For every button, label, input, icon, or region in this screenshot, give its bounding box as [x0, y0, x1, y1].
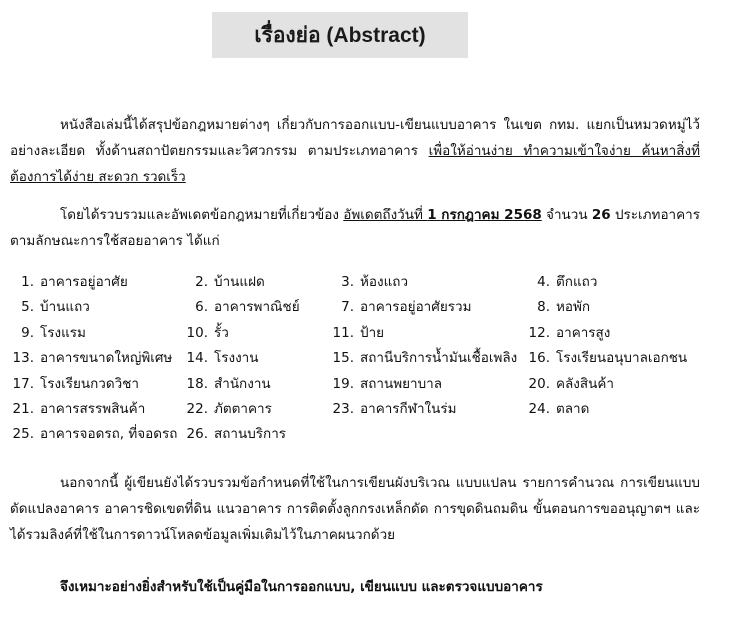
list-item	[186, 346, 259, 371]
summary-suffix: ประเภทอาคาร ตามลักษณะการใช้สอยอาคาร ได้แก่	[10, 207, 700, 249]
list-item-label: บ้านแถว	[40, 299, 90, 316]
list-item-number: 11.	[332, 324, 354, 341]
list-item	[332, 372, 442, 397]
list-item-label: สถานพยาบาล	[360, 375, 443, 392]
intro-text: หนังสือเล่มนี้ได้สรุปข้อกฎหมายต่างๆ เกี่ยวกับการออกแบบ-เขียนแบบอาคาร ในเขต กทม. แยกเป็นหมวดหมู่ไว้อย่างละเอียด ทั้งด้านสถาปัตยกรรมและวิศวกรรม ตามประเภทอาคาร	[10, 117, 700, 159]
list-item-label: อาคารกีฬาในร่ม	[360, 401, 457, 417]
list-item-number: 14.	[186, 350, 208, 367]
list-item-number: 5.	[21, 299, 34, 316]
list-item	[186, 270, 265, 295]
list-item	[528, 346, 687, 371]
list-item-number: 6.	[195, 299, 208, 316]
intro-paragraph	[10, 112, 700, 190]
list-item	[528, 321, 610, 346]
update-label: อัพเดตถึงวันที่	[343, 207, 428, 223]
list-item-label: อาคารสูง	[556, 324, 611, 341]
list-item-label: ตลาด	[556, 401, 590, 417]
additional-text: นอกจากนี้ ผู้เขียนยังได้รวบรวมข้อกำหนดที่ใช้ในการเขียนผังบริเวณ แบบแปลน รายการคำนวณ การเขียนแบบดัดแปลงอาคาร อาคารชิดเขตที่ดิน แนวอาคาร การติดตั้งลูกกรงเหล็กดัด การขุดดินถมดิน ขั้นตอนการขออนุญาตฯ และได้รวมลิงค์ที่ใช้ในการดาวน์โหลดข้อมูลเพิ่มเติมไว้ในภาคผนวกด้วย	[10, 475, 700, 543]
list-item-number: 19.	[332, 375, 354, 392]
list-item	[332, 397, 457, 422]
list-item-number: 2.	[195, 274, 208, 290]
list-item-label: รั้ว	[214, 324, 229, 341]
list-item-number: 25.	[12, 426, 34, 443]
list-item-label: ตึกแถว	[556, 274, 598, 290]
list-item-label: สถานีบริการน้ำมันเชื้อเพลิง	[360, 350, 518, 367]
list-item-number: 13.	[12, 350, 34, 367]
list-item-label: สำนักงาน	[214, 375, 271, 392]
summary-paragraph	[10, 202, 700, 254]
list-item-label: โรงแรม	[40, 324, 86, 341]
list-item	[332, 270, 408, 295]
page-title: เรื่องย่อ (Abstract)	[254, 23, 426, 47]
list-item	[186, 321, 229, 346]
list-item-number: 15.	[332, 350, 354, 367]
list-item-number: 23.	[332, 401, 354, 417]
list-item	[12, 397, 145, 422]
list-item	[12, 270, 128, 295]
list-item-label: ภัตตาคาร	[214, 401, 272, 417]
list-item-number: 20.	[528, 375, 550, 392]
list-item-label: โรงเรียนกวดวิชา	[40, 375, 139, 392]
list-item	[528, 397, 589, 422]
list-item-number: 12.	[528, 324, 550, 341]
list-item-label: คลังสินค้า	[556, 375, 614, 392]
summary-prefix: โดยได้รวบรวมและอัพเดตข้อกฎหมายที่เกี่ยวข้อง	[60, 207, 344, 223]
type-count: 26	[591, 207, 611, 223]
list-item	[186, 397, 272, 422]
list-item-label: อาคารจอดรถ, ที่จอดรถ	[40, 426, 178, 443]
list-item	[528, 295, 590, 320]
count-label: จำนวน	[541, 207, 592, 223]
list-item-label: อาคารสรรพสินค้า	[40, 401, 146, 417]
building-type-list	[0, 270, 730, 452]
list-item	[186, 372, 271, 397]
list-item	[12, 372, 139, 397]
list-item	[332, 346, 517, 371]
list-item	[332, 295, 471, 320]
list-item-label: สถานบริการ	[214, 426, 287, 443]
list-item-label: อาคารขนาดใหญ่พิเศษ	[40, 350, 173, 367]
list-item-number: 24.	[528, 401, 550, 417]
list-item-number: 3.	[341, 274, 354, 290]
list-item	[332, 321, 384, 346]
additional-paragraph	[10, 470, 700, 548]
list-item-number: 26.	[186, 426, 208, 443]
list-item-number: 22.	[186, 401, 208, 417]
list-item-number: 1.	[21, 274, 34, 290]
list-item	[186, 295, 300, 320]
list-item-number: 18.	[186, 375, 208, 392]
list-item-label: ห้องแถว	[360, 274, 409, 290]
list-item	[12, 295, 90, 320]
list-item-number: 16.	[528, 350, 550, 367]
list-item-number: 8.	[537, 299, 550, 316]
list-item-label: หอพัก	[556, 299, 591, 316]
list-item-label: อาคารพาณิชย์	[214, 299, 300, 316]
list-item-label: โรงงาน	[214, 350, 259, 367]
list-item-number: 10.	[186, 324, 208, 341]
list-item	[186, 422, 286, 447]
list-item-label: โรงเรียนอนุบาลเอกชน	[556, 350, 688, 367]
list-item	[12, 321, 86, 346]
intro-underlined-text: เพื่อให้อ่านง่าย ทำความเข้าใจง่าย ค้นหาสิ่งที่ต้องการได้ง่าย สะดวก รวดเร็ว	[10, 143, 700, 185]
list-item	[12, 346, 172, 371]
list-item-number: 17.	[12, 375, 34, 392]
list-item-label: อาคารอยู่อาศัย	[40, 274, 128, 290]
list-item	[528, 372, 614, 397]
list-item	[528, 270, 597, 295]
list-item-label: ป้าย	[360, 324, 385, 341]
list-item-number: 21.	[12, 401, 34, 417]
conclusion-paragraph	[10, 574, 700, 600]
list-item-label: อาคารอยู่อาศัยรวม	[360, 299, 472, 316]
update-date-info	[343, 207, 541, 223]
list-item-number: 9.	[21, 324, 34, 341]
list-item-label: บ้านแฝด	[214, 274, 265, 290]
list-item-number: 4.	[537, 274, 550, 290]
update-date: 1 กรกฎาคม 2568	[427, 207, 542, 223]
conclusion-text: จึงเหมาะอย่างยิ่งสำหรับใช้เป็นคู่มือในการออกแบบ, เขียนแบบ และตรวจแบบอาคาร	[60, 579, 543, 595]
list-item-number: 7.	[341, 299, 354, 316]
list-item	[12, 422, 177, 447]
title-box	[212, 12, 468, 58]
